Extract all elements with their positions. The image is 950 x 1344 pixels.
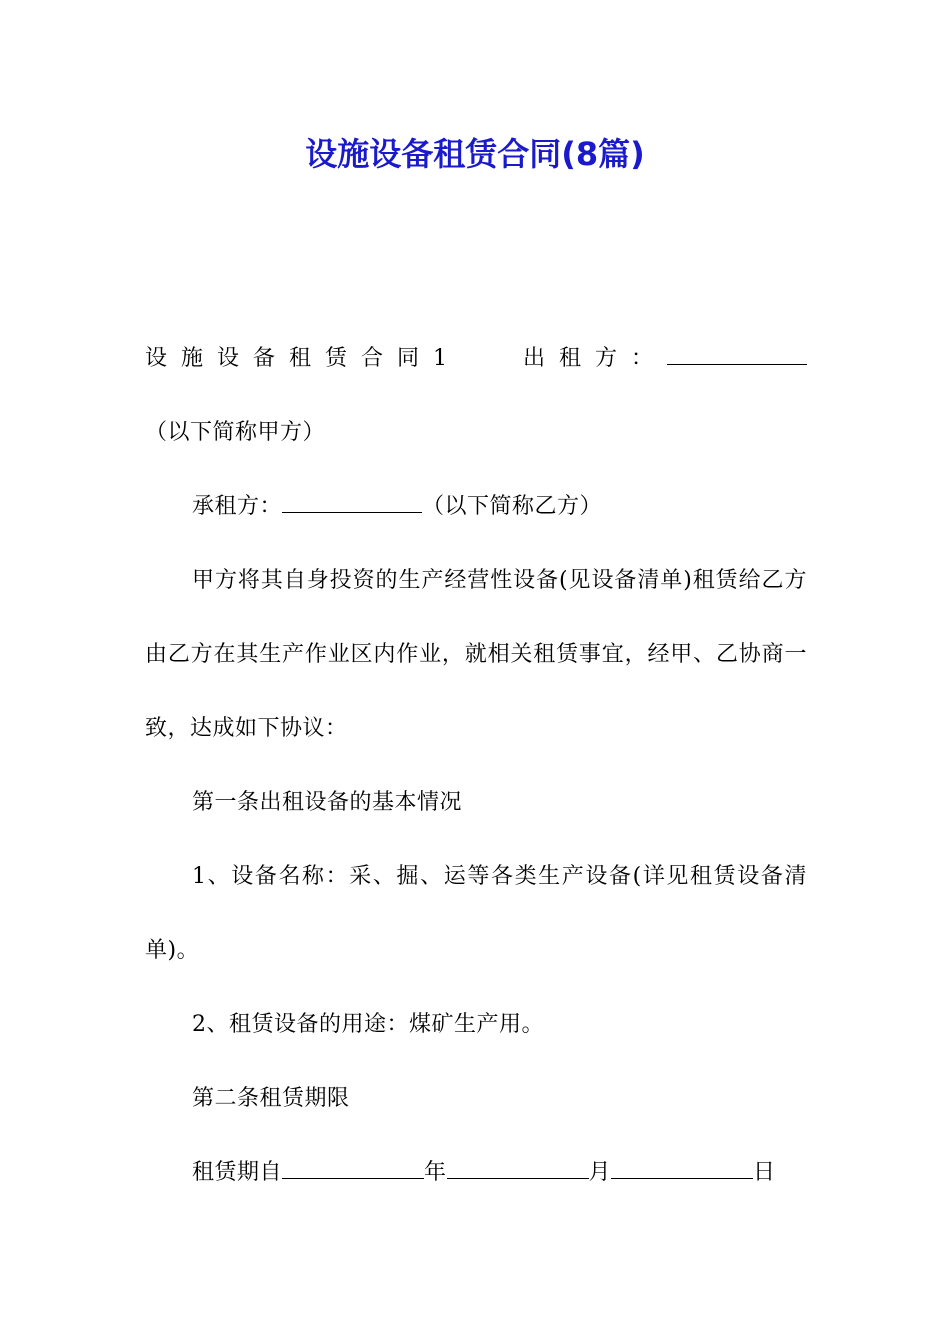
- lessee-label: 承租方：: [192, 494, 283, 519]
- article1-item1: 1、设备名称：采、掘、运等各类生产设备(详见租赁设备清单)。: [145, 864, 807, 963]
- lessor-label: 出租方：: [509, 346, 667, 371]
- document-body: [145, 322, 807, 1210]
- term-paragraph: [145, 1136, 807, 1210]
- lessor-suffix: （以下简称甲方）: [145, 420, 326, 445]
- term-day: 日: [753, 1160, 776, 1185]
- term-prefix: 租赁期自: [192, 1160, 283, 1185]
- lessor-blank: [667, 344, 807, 365]
- contract-heading: 设施设备租赁合同1: [145, 346, 448, 371]
- lessee-paragraph: [145, 470, 807, 544]
- lessor-paragraph: [145, 322, 807, 470]
- term-month: 月: [588, 1160, 612, 1185]
- term-year: 年: [424, 1160, 447, 1185]
- document-title: 设施设备租赁合同(8篇): [305, 135, 645, 173]
- lessee-suffix: （以下简称乙方）: [422, 494, 603, 519]
- article1-item2: 2、租赁设备的用途：煤矿生产用。: [192, 1012, 544, 1037]
- month-blank: [447, 1158, 589, 1179]
- year-blank: [282, 1158, 424, 1179]
- day-blank: [611, 1158, 753, 1179]
- article1-title: 第一条出租设备的基本情况: [192, 790, 463, 815]
- article2-title: 第二条租赁期限: [192, 1086, 350, 1111]
- lessee-blank: [282, 492, 422, 513]
- intro-paragraph: 甲方将其自身投资的生产经营性设备(见设备清单)租赁给乙方由乙方在其生产作业区内作业，就相关租赁事宜，经甲、乙协商一致，达成如下协议：: [145, 568, 807, 741]
